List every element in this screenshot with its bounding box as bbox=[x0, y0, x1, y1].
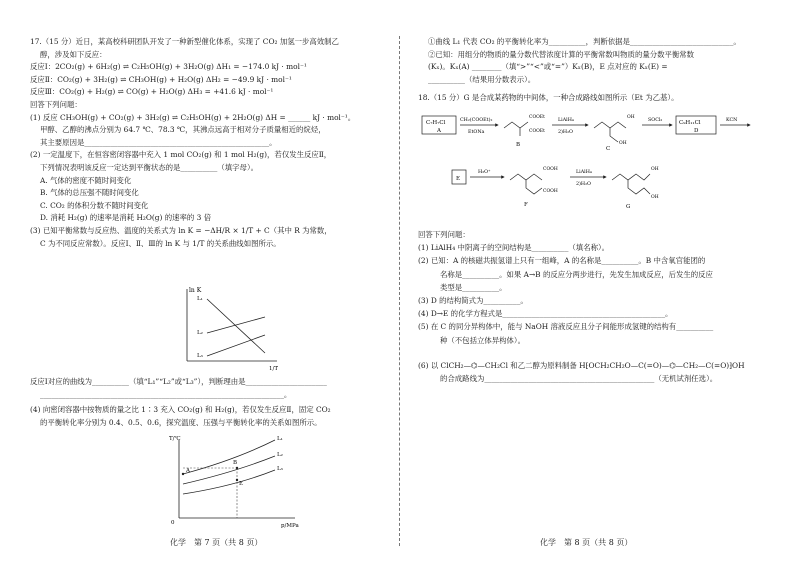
origin-label: 0 bbox=[171, 520, 175, 526]
right-column bbox=[418, 36, 772, 105]
q18-part4: (4) D→E 的化学方程式是____________________________________________。 bbox=[418, 309, 673, 319]
compound-e-label: E bbox=[456, 176, 461, 182]
option-a: A. 气体的密度不随时间变化 bbox=[40, 175, 132, 185]
c-group-2: OH bbox=[619, 141, 627, 146]
g-group-1: OH bbox=[651, 167, 659, 172]
lnk-figure bbox=[175, 283, 285, 373]
q17-part4-2: (Kₓ)。Kₓ(A) ________（填“>”“<”或“=”）Kₓ(B)，E 点对应的 Kₓ(E) = bbox=[428, 62, 668, 72]
reagent-5: H₃O⁺ bbox=[478, 170, 491, 175]
point-e bbox=[236, 479, 238, 481]
g-group-2: OH bbox=[651, 195, 659, 200]
curve-l3 bbox=[183, 470, 275, 494]
q17-part4-1: ①曲线 L₁ 代表 CO₂ 的平衡转化率为__________，判断依据是____________________________。 bbox=[428, 37, 741, 46]
q18-prompt: 回答下列问题： bbox=[418, 230, 470, 239]
label-l3: L₃ bbox=[277, 466, 283, 472]
q17-part3-answer: 反应Ⅰ对应的曲线为__________（填“L₁”“L₂”或“L₃”），判断理由是______________________ bbox=[30, 377, 327, 386]
q17-prompt: 回答下列问题： bbox=[30, 99, 82, 109]
option-b: B. 气体的总压强不随时间变化 bbox=[40, 188, 139, 198]
label-l1: L₁ bbox=[277, 436, 283, 442]
q17-part3: C 为不同反应常数）。反应Ⅰ、Ⅱ、Ⅲ的 ln K 与 1/T 的关系曲线如图所示。 bbox=[40, 238, 281, 248]
right-column-questions bbox=[418, 228, 772, 385]
compound-b-structure bbox=[504, 122, 528, 136]
f-group-2: COOH bbox=[543, 189, 558, 194]
option-c: C. CO₂ 的体积分数不随时间变化 bbox=[40, 200, 149, 210]
q17-part4-2: __________（结果用分数表示）。 bbox=[428, 74, 536, 84]
q17-part2: (2) 一定温度下，在恒容密闭容器中充入 1 mol CO₂(g) 和 1 mol H₂(g)，若仅发生反应Ⅱ， bbox=[30, 150, 332, 160]
reaction-1: 反应Ⅰ：2CO₂(g) + 6H₂(g) ⇌ C₂H₅OH(g) + 3H₂O(g) ΔH₁ = −174.0 kJ · mol⁻¹ bbox=[30, 62, 307, 72]
q17-part4-2: ②已知：用组分的物质的量分数代替浓度计算的平衡常数叫物质的量分数平衡常数 bbox=[428, 49, 695, 59]
q18-part3: (3) D 的结构简式为__________。 bbox=[418, 296, 528, 306]
q17-part1: (1) 反应 CH₃OH(g) + CO₂(g) + 3H₂(g) ⇌ C₂H₅OH(g) + 2H₂O(g) ΔH = ______ kJ · mol⁻¹。 bbox=[30, 112, 356, 122]
compound-f-structure bbox=[510, 174, 542, 194]
q17-line: 17.（15 分）近日，某高校科研团队开发了一种新型催化体系，实现了 CO₂ 加氢一步高效制乙 bbox=[30, 37, 339, 46]
curve-l1 bbox=[183, 440, 275, 474]
b-group-1: COOEt bbox=[529, 115, 545, 120]
page-footer-right: 化学 第 8 页（共 8 页） bbox=[540, 538, 633, 547]
q17-part1: 甲醇、乙醇的沸点分别为 64.7 ℃、78.3 ℃，其沸点远高于相对分子质量相近的烷烃， bbox=[40, 125, 326, 135]
y-axis-label: ln K bbox=[189, 287, 202, 294]
q18-part2: 类型是__________。 bbox=[440, 282, 507, 292]
compound-b-label: B bbox=[516, 142, 521, 148]
curve-l3 bbox=[207, 335, 265, 356]
curve-l2 bbox=[207, 317, 265, 333]
label-e: E bbox=[239, 481, 244, 487]
compound-f-label: F bbox=[524, 202, 528, 208]
q18-part1: (1) LiAlH₄ 中阴离子的空间结构是__________（填名称）。 bbox=[418, 243, 610, 253]
b-group-2: COOEt bbox=[529, 129, 545, 134]
q18-part6: (6) 以 ClCH₂—⌬—CH₂Cl 和乙二醇为原料制备 H⁅OCH₂CH₂O—C(=O)—⌬—CH₂—C(=O)⁆OH bbox=[418, 360, 745, 370]
reagent-1-bottom: EtONa bbox=[468, 130, 485, 135]
q17-part2: 下列情况表明该反应一定达到平衡状态的是__________（填字母）。 bbox=[40, 162, 259, 172]
q17-line: 醇，涉及如下反应： bbox=[40, 49, 107, 59]
compound-g-structure bbox=[612, 174, 650, 194]
compound-g-label: G bbox=[626, 204, 631, 210]
compound-d-formula: C₉H₁₁Cl bbox=[679, 120, 701, 126]
q17-part1: 其主要原因是__________________________________________________。 bbox=[40, 137, 277, 147]
y-axis-label: T/℃ bbox=[169, 436, 181, 442]
compound-a-formula: C₇H₇Cl bbox=[426, 120, 446, 126]
label-l3: L₃ bbox=[197, 353, 203, 359]
page-footer-left: 化学 第 7 页（共 8 页） bbox=[170, 538, 263, 547]
point-a bbox=[182, 473, 184, 475]
q17-part4: 的平衡转化率分别为 0.4、0.5、0.6，探究温度、压强与平衡转化率的关系如图所示。 bbox=[40, 417, 322, 427]
point-b bbox=[236, 467, 238, 469]
label-l2: L₂ bbox=[277, 452, 283, 458]
conversion-figure bbox=[165, 432, 305, 530]
curve-l1 bbox=[207, 299, 265, 353]
c-group-1: OH bbox=[627, 115, 635, 120]
reagent-3: SOCl₂ bbox=[648, 118, 663, 123]
label-l1: L₁ bbox=[197, 296, 203, 302]
q17-part4: (4) 向密闭容器中按物质的量之比 1∶3 充入 CO₂(g) 和 H₂(g)，若仅发生反应Ⅱ，固定 CO₂ bbox=[30, 405, 331, 415]
q18-part6: 的合成路线为______________________________________________（无机试剂任选）。 bbox=[440, 374, 718, 384]
reagent-4: KCN bbox=[726, 118, 738, 123]
x-axis-label: 1/T bbox=[269, 366, 279, 372]
q17-part3: (3) 已知平衡常数与反应热、温度的关系式为 ln K = −ΔH/R × 1/T + C（其中 R 为常数， bbox=[30, 225, 332, 235]
q18-intro: 18.（15 分）G 是合成某药物的中间体，一种合成路线如图所示（Et 为乙基）。 bbox=[418, 93, 679, 103]
label-b: B bbox=[233, 460, 238, 466]
compound-c-label: C bbox=[606, 146, 611, 152]
reaction-3: 反应Ⅲ：CO₂(g) + H₂(g) ⇌ CO(g) + H₂O(g) ΔH₃ = +41.6 kJ · mol⁻¹ bbox=[30, 87, 274, 97]
reagent-6-top: LiAlH₄ bbox=[576, 170, 592, 175]
reagent-2-top: LiAlH₄ bbox=[558, 118, 574, 123]
q17-part3-answer: __________________________________________________________________。 bbox=[40, 389, 292, 399]
label-l2: L₂ bbox=[197, 330, 203, 336]
x-axis-label: p/MPa bbox=[281, 523, 299, 529]
compound-d-label: D bbox=[694, 128, 699, 134]
column-divider bbox=[399, 36, 400, 546]
q18-part5: (5) 在 C 的同分异构体中，能与 NaOH 溶液反应且分子间能形成氢键的结构有__________ bbox=[418, 322, 714, 332]
left-column bbox=[30, 36, 386, 250]
f-group-1: COOH bbox=[543, 167, 558, 172]
compound-a-label: A bbox=[437, 128, 441, 134]
q18-part2: 名称是__________。如果 A→B 的反应分两步进行，先发生加成反应，后发生的反应 bbox=[440, 269, 713, 279]
compound-c-structure bbox=[594, 122, 626, 142]
q18-part2: (2) 已知：A 的核磁共振氢谱上只有一组峰，A 的名称是__________。B 中含氧官能团的 bbox=[418, 256, 706, 266]
option-d: D. 消耗 H₂(g) 的速率是消耗 H₂O(g) 的速率的 3 倍 bbox=[40, 213, 212, 223]
synthesis-scheme bbox=[420, 108, 780, 228]
left-column-lower bbox=[30, 376, 386, 429]
q18-part5: 种（不包括立体异构体）。 bbox=[440, 335, 525, 345]
reagent-6-bottom: 2)H₂O bbox=[576, 182, 591, 187]
reagent-1-top: CH₂(COOEt)₂ bbox=[460, 118, 493, 123]
reaction-2: 反应Ⅱ：CO₂(g) + 3H₂(g) ⇌ CH₃OH(g) + H₂O(g) ΔH₂ = −49.9 kJ · mol⁻¹ bbox=[30, 74, 292, 84]
reagent-2-bottom: 2)H₂O bbox=[558, 130, 573, 135]
label-a: A bbox=[186, 468, 190, 474]
